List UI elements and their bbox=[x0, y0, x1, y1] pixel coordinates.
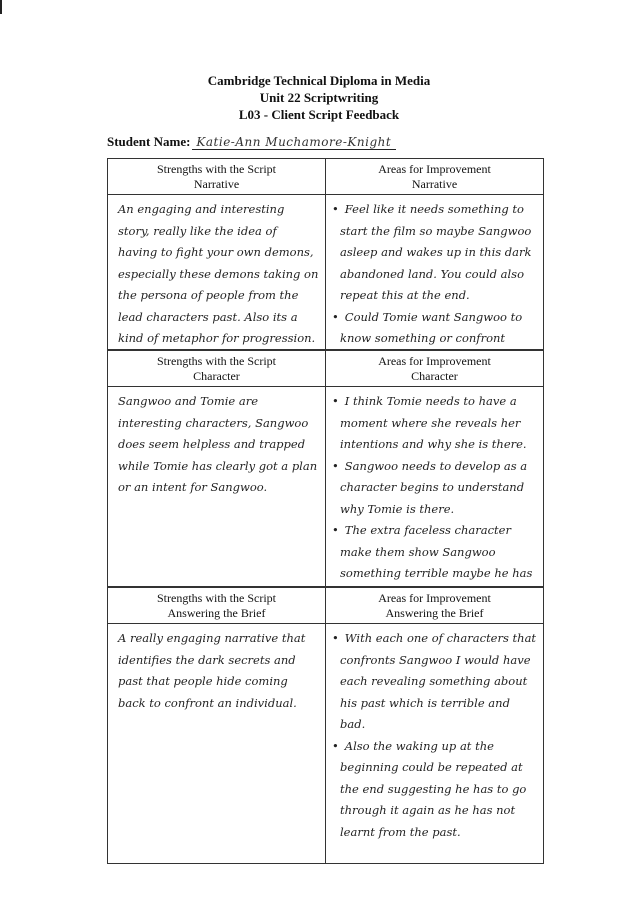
student-name-row bbox=[107, 134, 396, 150]
improvement-item: • Also the waking up at the beginning could be repeated at the end suggesting he has to go through it again as he has not learnt from the past. bbox=[340, 736, 537, 844]
improvements-header: Areas for Improvement Answering the Brief bbox=[325, 587, 544, 624]
improvement-item: • With each one of characters that confronts Sangwoo I would have each revealing something about his past which is terrible and bad. bbox=[340, 628, 537, 736]
improvement-item: • Could Tomie want Sangwoo to know something or confront bbox=[340, 307, 537, 351]
document-header bbox=[0, 72, 638, 123]
improvement-item: • Sangwoo needs to develop as a character begins to understand why Tomie is there. bbox=[340, 456, 537, 521]
section-body-narrative bbox=[107, 195, 546, 350]
section-body-brief bbox=[107, 624, 546, 864]
section-header-character bbox=[107, 350, 546, 387]
strengths-header: Strengths with the Script Narrative bbox=[107, 158, 326, 195]
strengths-text: Sangwoo and Tomie are interesting characters, Sangwoo does seem helpless and trapped while Tomie has clearly got a plan or an intent for Sangwoo. bbox=[107, 387, 326, 587]
improvements-header: Areas for Improvement Narrative bbox=[325, 158, 544, 195]
student-name-label: Student Name: bbox=[107, 134, 191, 149]
header-unit: Unit 22 Scriptwriting bbox=[259, 90, 379, 105]
strengths-header: Strengths with the Script Answering the Brief bbox=[107, 587, 326, 624]
header-subtitle: L03 - Client Script Feedback bbox=[238, 107, 400, 122]
improvements-list bbox=[325, 195, 544, 350]
student-name-value: Katie-Ann Muchamore-Knight bbox=[192, 135, 396, 150]
strengths-text: A really engaging narrative that identifies the dark secrets and past that people hide coming back to confront an individual. bbox=[107, 624, 326, 864]
improvements-list bbox=[325, 624, 544, 864]
scan-corner-mark bbox=[0, 0, 8, 14]
section-body-character bbox=[107, 387, 546, 587]
strengths-header: Strengths with the Script Character bbox=[107, 350, 326, 387]
improvements-list bbox=[325, 387, 544, 587]
improvement-item: • Feel like it needs something to start the film so maybe Sangwoo asleep and wakes up in this dark abandoned land. You could also repeat this at the end. bbox=[340, 199, 537, 307]
improvement-item: • The extra faceless character make them show Sangwoo something terrible maybe he has bbox=[340, 520, 537, 587]
strengths-text: An engaging and interesting story, really like the idea of having to fight your own demons, especially these demons taking on the persona of people from the lead characters past. Also its a kind of metaphor for progression. bbox=[107, 195, 326, 350]
section-header-brief bbox=[107, 587, 546, 624]
improvements-header: Areas for Improvement Character bbox=[325, 350, 544, 387]
improvement-item: • I think Tomie needs to have a moment where she reveals her intentions and why she is there. bbox=[340, 391, 537, 456]
section-header-narrative bbox=[107, 158, 546, 195]
feedback-table bbox=[107, 158, 546, 864]
header-title: Cambridge Technical Diploma in Media bbox=[207, 73, 431, 88]
